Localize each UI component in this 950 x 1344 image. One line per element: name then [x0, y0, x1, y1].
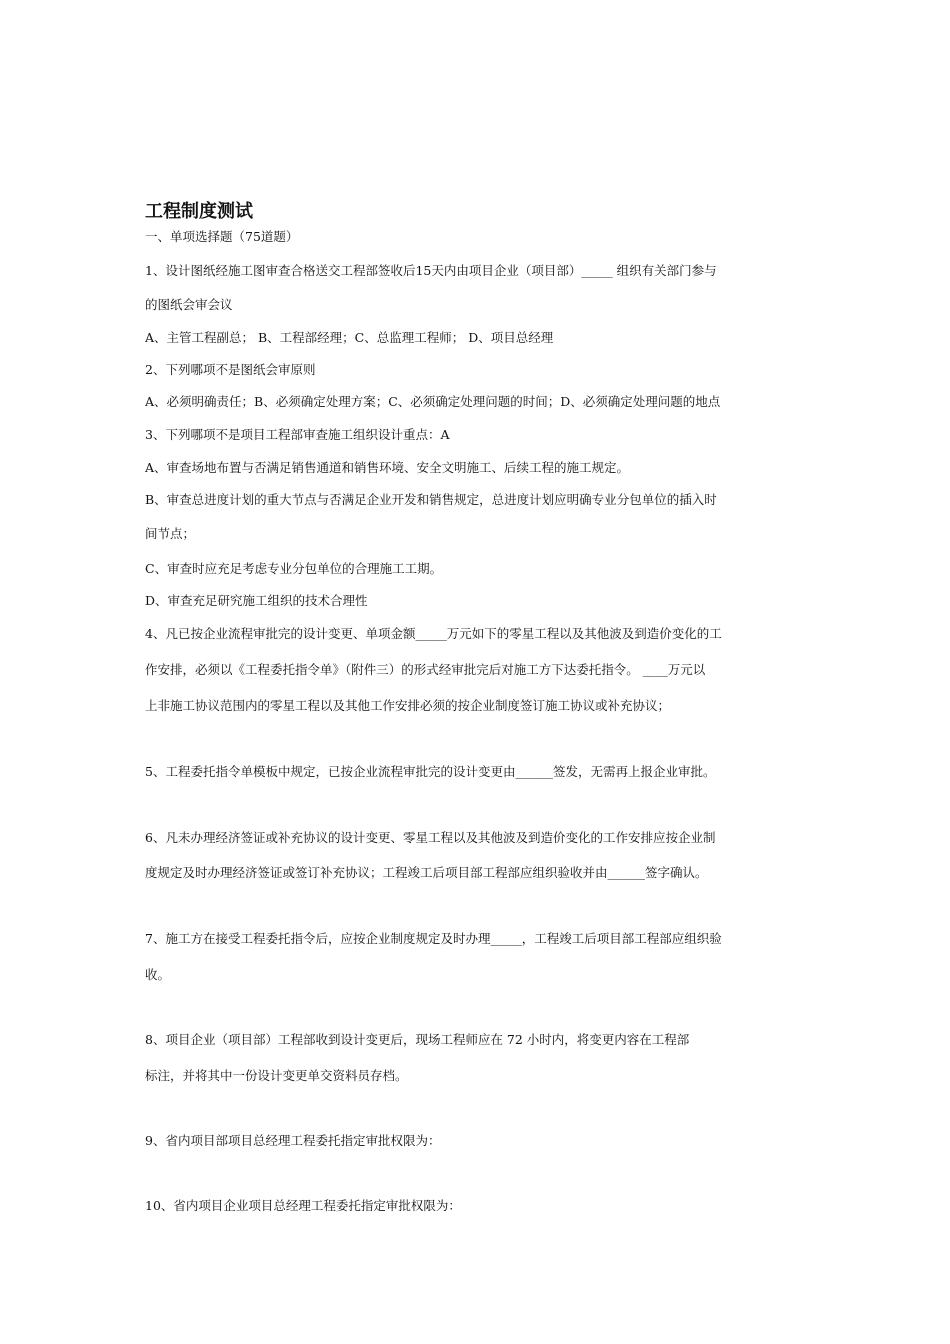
question-4-text-cont2: 上非施工协议范围内的零星工程以及其他工作安排必须的按企业制度签订施工协议或补充协议； — [145, 698, 671, 713]
question-2-text: 2、下列哪项不是图纸会审原则 — [145, 362, 316, 377]
question-8-text: 8、项目企业（项目部）工程部收到设计变更后，现场工程师应在 72 小时内，将变更内容在工程部 — [145, 1032, 690, 1047]
question-2-options: A、必须明确责任；B、必须确定处理方案；C、必须确定处理问题的时间；D、必须确定处理问题的地点 — [145, 394, 721, 409]
question-1-text-cont: 的图纸会审会议 — [145, 297, 233, 312]
page-title: 工程制度测试 — [145, 201, 253, 222]
question-3-option-c: C、审查时应充足考虑专业分包单位的合理施工工期。 — [145, 561, 443, 576]
question-3-option-b: B、审查总进度计划的重大节点与否满足企业开发和销售规定，总进度计划应明确专业分包单位的插入时 — [145, 492, 717, 507]
question-3-option-b-cont: 间节点； — [145, 526, 196, 541]
question-7-text-cont: 收。 — [145, 967, 171, 982]
question-7-text: 7、施工方在接受工程委托指令后，应按企业制度规定及时办理_____，工程竣工后项目部工程部应组织验 — [145, 931, 722, 946]
question-3-text: 3、下列哪项不是项目工程部审查施工组织设计重点：A — [145, 427, 450, 442]
question-3-option-d: D、审查充足研究施工组织的技术合理性 — [145, 593, 368, 608]
question-6-text-cont: 度规定及时办理经济签证或签订补充协议；工程竣工后项目部工程部应组织验收并由______签字确认。 — [145, 865, 708, 880]
question-4-text: 4、凡已按企业流程审批完的设计变更、单项金额_____万元如下的零星工程以及其他波及到造价变化的工 — [145, 626, 722, 641]
question-1-options: A、主管工程副总； B、工程部经理；C、总监理工程师； D、项目总经理 — [145, 330, 554, 345]
section-heading: 一、单项选择题（75道题） — [145, 229, 299, 244]
question-1-text: 1、设计图纸经施工图审查合格送交工程部签收后15天内由项目企业（项目部）_____ 组织有关部门参与 — [145, 263, 717, 278]
question-9-text: 9、省内项目部项目总经理工程委托指定审批权限为： — [145, 1133, 441, 1148]
question-5-text: 5、工程委托指令单模板中规定，已按企业流程审批完的设计变更由______签发，无需再上报企业审批。 — [145, 764, 716, 779]
question-4-text-cont: 作安排，必须以《工程委托指令单》（附件三）的形式经审批完后对施工方下达委托指令。 ____万元以 — [145, 662, 706, 677]
question-6-text: 6、凡未办理经济签证或补充协议的设计变更、零星工程以及其他波及到造价变化的工作安排应按企业制 — [145, 830, 716, 845]
question-10-text: 10、省内项目企业项目总经理工程委托指定审批权限为： — [145, 1198, 461, 1213]
question-8-text-cont: 标注，并将其中一份设计变更单交资料员存档。 — [145, 1068, 408, 1083]
question-3-option-a: A、审查场地布置与否满足销售通道和销售环境、安全文明施工、后续工程的施工规定。 — [145, 460, 630, 475]
